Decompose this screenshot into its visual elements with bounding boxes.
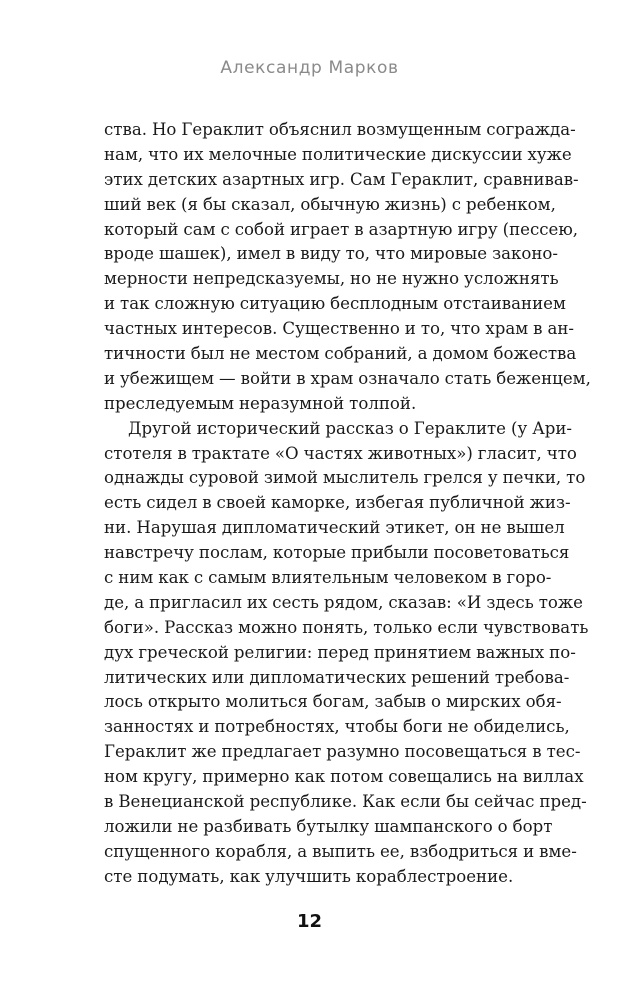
text-line: сте подумать, как улучшить кораблестроение.	[104, 866, 514, 886]
page-number: 12	[296, 911, 323, 932]
text-line: навстречу послам, которые прибыли посоветоваться	[104, 543, 570, 563]
text-line: литических или дипломатических решений требова-	[104, 667, 570, 687]
text-line: который сам с собой играет в азартную игру (пессею,	[104, 219, 579, 239]
paragraph-1	[104, 118, 591, 417]
text-line: де, а пригласил их сесть рядом, сказав: «И здесь тоже	[104, 592, 583, 612]
text-line: Другой исторический рассказ о Гераклите (у Ари-	[128, 418, 573, 438]
text-line: частных интересов. Существенно и то, что храм в ан-	[104, 319, 575, 339]
text-line: мерности непредсказуемы, но не нужно усложнять	[104, 269, 559, 289]
text-line: и так сложную ситуацию бесплодным отстаиванием	[104, 294, 566, 314]
text-line: ложили не разбивать бутылку шампанского о борт	[104, 816, 553, 836]
text-line: тичности был не местом собраний, а домом божества	[104, 344, 577, 364]
body-text	[104, 118, 591, 890]
text-line: стотеля в трактате «О частях животных») гласит, что	[104, 443, 577, 463]
text-line: Гераклит же предлагает разумно посовещаться в тес-	[104, 742, 581, 762]
text-line: в Венецианской республике. Как если бы сейчас пред-	[104, 792, 587, 812]
text-line: ства. Но Гераклит объяснил возмущенным согражда-	[104, 120, 576, 139]
text-line: однажды суровой зимой мыслитель грелся у печки, то	[104, 468, 586, 488]
text-line: занностях и потребностях, чтобы боги не обиделись,	[104, 717, 570, 737]
text-line: и убежищем — войти в храм означало стать беженцем,	[104, 368, 591, 388]
text-line: ном кругу, примерно как потом совещались на виллах	[104, 767, 584, 787]
text-line: ни. Нарушая дипломатический этикет, он не вышел	[104, 518, 565, 538]
text-line: боги». Рассказ можно понять, только если чувствовать	[104, 617, 589, 637]
text-line: нам, что их мелочные политические дискуссии хуже	[104, 144, 572, 164]
text-line: дух греческой религии: перед принятием важных по-	[104, 642, 576, 662]
text-line: с ним как с самым влиятельным человеком в горо-	[104, 568, 552, 588]
running-header: Александр Марков	[220, 58, 399, 78]
paragraph-2	[104, 417, 589, 890]
text-line: этих детских азартных игр. Сам Гераклит, сравнивав-	[104, 169, 579, 189]
text-line: преследуемым неразумной толпой.	[104, 393, 417, 413]
text-line: лось открыто молиться богам, забыв о мирских обя-	[104, 692, 562, 712]
text-line: спущенного корабля, а выпить ее, взбодриться и вме-	[104, 841, 577, 861]
text-line: вроде шашек), имел в виду то, что мировые законо-	[104, 244, 559, 264]
text-line: ший век (я бы сказал, обычную жизнь) с ребенком,	[104, 194, 556, 214]
text-line: есть сидел в своей каморке, избегая публичной жиз-	[104, 493, 571, 513]
